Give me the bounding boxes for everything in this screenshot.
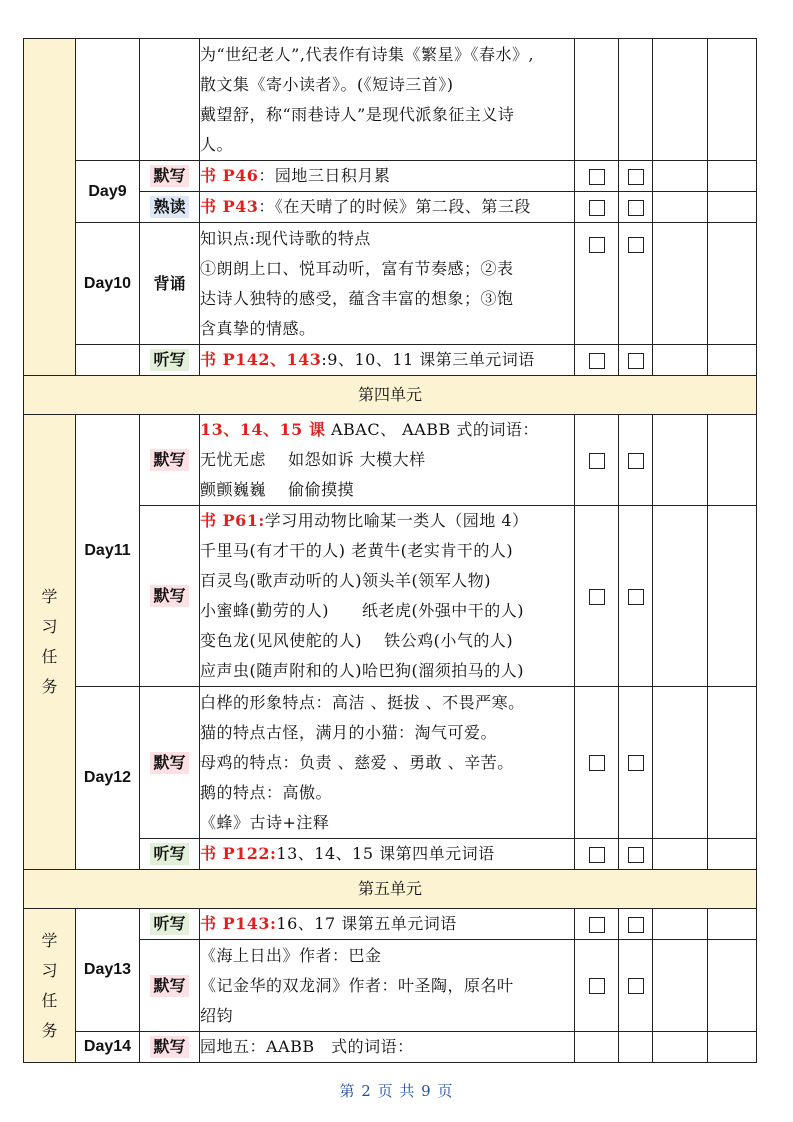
category-cell (24, 39, 76, 376)
task-text: :9、10、11 课第三单元词语 (321, 350, 535, 369)
book-ref: 书 P46 (200, 166, 259, 185)
task-content (200, 39, 575, 161)
note-cell (708, 415, 757, 506)
book-ref: 书 P122: (200, 844, 277, 863)
category-char: 务 (41, 677, 58, 696)
checkbox[interactable] (628, 589, 644, 605)
task-line: 白桦的形象特点：高洁 、挺拔 、不畏严寒。 (200, 692, 525, 712)
checkbox[interactable] (589, 237, 605, 253)
book-ref: 书 P61: (200, 511, 265, 530)
category-char: 习 (41, 960, 58, 980)
category-char: 学 (41, 930, 58, 950)
category-char: 任 (41, 647, 58, 666)
task-line: ①朗朗上口、悦耳动听，富有节奏感；②表 (200, 258, 514, 278)
day-label: Day11 (76, 415, 140, 687)
task-content (200, 940, 575, 1032)
checkbox[interactable] (589, 978, 605, 994)
checkbox[interactable] (628, 978, 644, 994)
checkbox[interactable] (589, 200, 605, 216)
checkbox[interactable] (628, 847, 644, 863)
task-line: 知识点:现代诗歌的特点 (200, 228, 371, 248)
task-text: ABAC、 AABB 式的词语： (330, 420, 539, 439)
note-cell (653, 192, 708, 223)
study-plan-table (23, 38, 757, 1063)
checkbox[interactable] (628, 353, 644, 369)
checkbox[interactable] (589, 353, 605, 369)
note-cell (653, 506, 708, 687)
checkbox[interactable] (628, 755, 644, 771)
activity-tag: 听写 (150, 843, 188, 865)
book-ref: 书 P43 (200, 197, 259, 216)
checkbox[interactable] (628, 917, 644, 933)
category-char: 任 (41, 990, 58, 1010)
note-cell (653, 1032, 708, 1063)
note-cell (653, 909, 708, 940)
note-cell (653, 223, 708, 345)
note-cell (708, 223, 757, 345)
checkbox[interactable] (628, 453, 644, 469)
category-char: 学 (41, 587, 58, 606)
activity-tag: 熟读 (150, 196, 188, 218)
checkbox[interactable] (589, 169, 605, 185)
task-content (200, 687, 575, 839)
activity-tag: 默写 (150, 1036, 188, 1058)
activity-tag: 默写 (150, 975, 188, 997)
book-ref: 书 P142、143 (200, 350, 322, 369)
unit-header: 第五单元 (24, 870, 757, 909)
activity-tag: 默写 (150, 585, 188, 607)
task-content (200, 506, 575, 687)
day-label: Day10 (76, 223, 140, 345)
day-cell (76, 39, 140, 161)
task-line: 应声虫(随声附和的人)哈巴狗(溜须拍马的人) (200, 661, 524, 680)
task-line: 《蜂》古诗+注释 (200, 812, 330, 832)
checkbox[interactable] (589, 847, 605, 863)
task-line: 千里马(有才干的人) 老黄牛(老实肯干的人) (200, 541, 514, 560)
day-label: Day14 (76, 1032, 140, 1063)
note-cell (708, 39, 757, 161)
category-char: 习 (41, 617, 58, 636)
task-text: 16、17 课第五单元词语 (276, 914, 457, 933)
activity-tag: 默写 (150, 449, 188, 471)
checkbox[interactable] (589, 755, 605, 771)
note-cell (708, 839, 757, 870)
task-line: 绍钧 (200, 1005, 234, 1025)
task-line: 百灵鸟(歌声动听的人)领头羊(领军人物) (200, 571, 491, 590)
task-line: 无忧无虑 如怨如诉 大模大样 (200, 450, 426, 469)
checkbox[interactable] (589, 917, 605, 933)
task-line: 戴望舒，称“雨巷诗人”是现代派象征主义诗 (200, 104, 515, 124)
note-cell (653, 940, 708, 1032)
activity-tag: 默写 (150, 165, 188, 187)
note-cell (653, 839, 708, 870)
activity-tag: 默写 (150, 752, 188, 774)
note-cell (708, 345, 757, 376)
task-text: ：园地三日积月累 (258, 166, 391, 185)
checkbox[interactable] (628, 237, 644, 253)
task-line: 猫的特点古怪，满月的小猫：淘气可爱。 (200, 722, 498, 742)
task-content (200, 192, 575, 223)
note-cell (708, 687, 757, 839)
day-cell (76, 345, 140, 376)
check-cell (575, 39, 619, 161)
page-footer: 第 2 页 共 9 页 (339, 1082, 454, 1100)
note-cell (653, 415, 708, 506)
check-cell (619, 1032, 653, 1063)
checkbox[interactable] (628, 200, 644, 216)
note-cell (708, 192, 757, 223)
task-content (200, 909, 575, 940)
task-text: 园地五：AABB 式的词语： (200, 1037, 414, 1056)
task-line: 《记金华的双龙洞》作者：叶圣陶，原名叶 (200, 975, 514, 995)
task-line: 鹅的特点：高傲。 (200, 782, 333, 802)
task-line: 《海上日出》作者：巴金 (200, 945, 382, 965)
book-ref: 13、14、15 课 (200, 420, 326, 439)
task-line: 小蜜蜂(勤劳的人) 纸老虎(外强中干的人) (200, 601, 524, 620)
task-text: 13、14、15 课第四单元词语 (276, 844, 495, 863)
note-cell (708, 1032, 757, 1063)
category-char: 务 (41, 1020, 58, 1040)
task-content (200, 415, 575, 506)
task-content (200, 839, 575, 870)
checkbox[interactable] (589, 589, 605, 605)
note-cell (653, 39, 708, 161)
task-line: 散文集《寄小读者》。(《短诗三首》) (200, 74, 454, 94)
activity-tag: 听写 (150, 349, 188, 371)
task-text: 学习用动物比喻某一类人（园地 4） (264, 511, 529, 530)
day-label: Day12 (76, 687, 140, 870)
check-cell (619, 39, 653, 161)
checkbox[interactable] (589, 453, 605, 469)
task-content (200, 1032, 575, 1063)
task-line: 变色龙(见风使舵的人) 铁公鸡(小气的人) (200, 631, 514, 650)
day-label: Day9 (76, 161, 140, 223)
task-line: 人。 (200, 134, 234, 154)
activity-cell (140, 39, 200, 161)
note-cell (653, 161, 708, 192)
note-cell (708, 506, 757, 687)
task-line: 颤颤巍巍 偷偷摸摸 (200, 480, 355, 499)
activity-tag: 听写 (150, 913, 188, 935)
checkbox[interactable] (628, 169, 644, 185)
note-cell (653, 687, 708, 839)
book-ref: 书 P143: (200, 914, 277, 933)
day-label: Day13 (76, 909, 140, 1032)
category-cell (24, 909, 76, 1063)
note-cell (653, 345, 708, 376)
task-line: 含真挚的情感。 (200, 318, 316, 338)
task-text: ：《在天晴了的时候》第二段、第三段 (258, 197, 531, 216)
activity-tag: 背诵 (153, 273, 186, 293)
task-content (200, 345, 575, 376)
note-cell (708, 909, 757, 940)
task-content (200, 161, 575, 192)
note-cell (708, 940, 757, 1032)
note-cell (708, 161, 757, 192)
task-content (200, 223, 575, 345)
category-cell (24, 415, 76, 870)
check-cell (575, 1032, 619, 1063)
task-line: 为“世纪老人”,代表作有诗集《繁星》《春水》, (200, 44, 535, 64)
task-line: 达诗人独特的感受，蕴含丰富的想象；③饱 (200, 288, 514, 308)
task-line: 母鸡的特点：负责 、慈爱 、勇敢 、辛苦。 (200, 752, 514, 772)
unit-header: 第四单元 (24, 376, 757, 415)
